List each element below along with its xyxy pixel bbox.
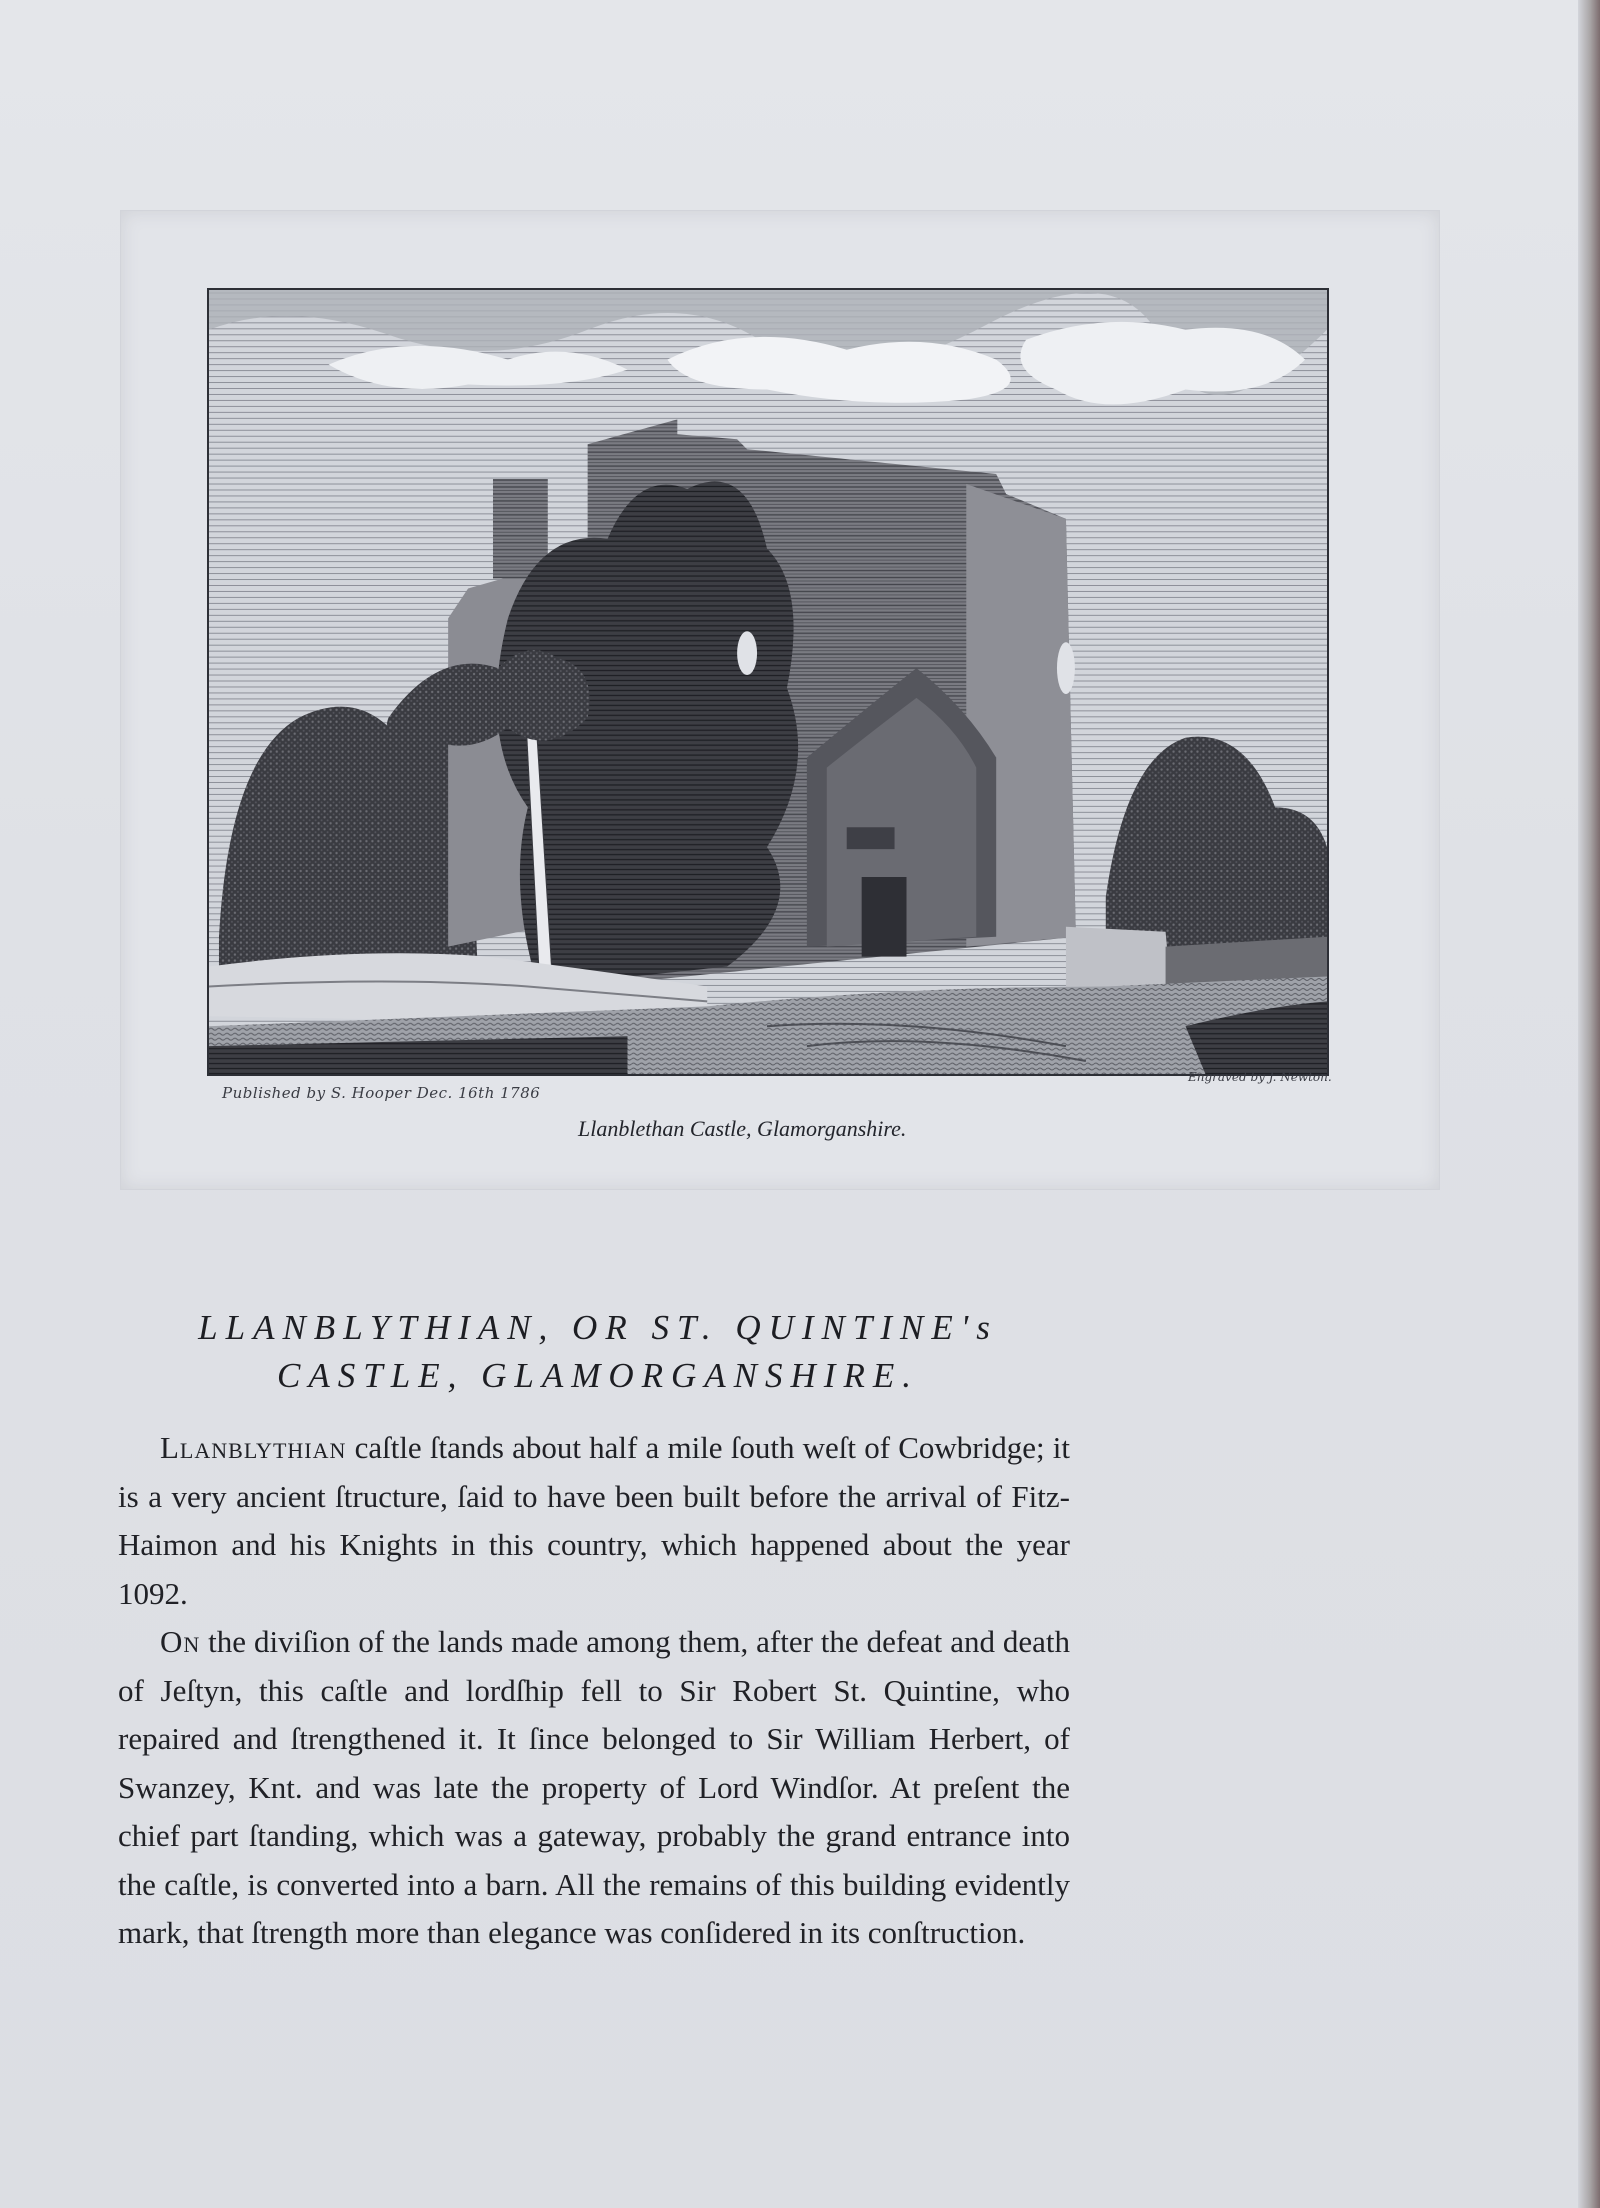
paragraph-2-text: the diviſion of the lands made among them, after the defeat and death of Jeſtyn, this caſtle and lordſhip fell to Sir Robert St. Quintine, who repaired and ſtrengthened it. It ſince belonged to Sir William Herbert, of Swanzey, Knt. and was late the property of Lord Windſor. At preſent the chief part ſtanding, which was a gateway, probably the grand entrance into the caſtle, is converted into a barn. All the remains of this building evidently mark, that ſtrength more than elegance was conſidered in its conſtruction. — [118, 1624, 1070, 1950]
paragraph-1 — [118, 1424, 1070, 1618]
page-edge-shadow — [1578, 0, 1600, 2208]
paragraph-2-lead: On — [160, 1624, 201, 1659]
heading-line-2: CASTLE, GLAMORGANSHIRE. — [277, 1356, 919, 1395]
castle-engraving — [207, 288, 1329, 1076]
heading-line-1: LLANBLYTHIAN, OR ST. QUINTINE's — [198, 1308, 998, 1347]
article-body — [118, 1424, 1070, 1958]
plate-caption: Llanblethan Castle, Glamorganshire. — [578, 1116, 907, 1141]
paragraph-2 — [118, 1618, 1070, 1958]
engraver-imprint: Engraved by J. Newton. — [1188, 1070, 1332, 1084]
paragraph-1-text: caſtle ſtands about half a mile ſouth weſt of Cowbridge; it is a very ancient ſtructure, ſaid to have been built before the arrival of Fitz-Haimon and his Knights in this country, which happened about the year 1092. — [118, 1430, 1070, 1611]
publisher-imprint: Published by S. Hooper Dec. 16th 1786 — [222, 1084, 541, 1102]
article-heading — [118, 1304, 1078, 1400]
paragraph-1-lead: Llanblythian — [160, 1430, 347, 1465]
